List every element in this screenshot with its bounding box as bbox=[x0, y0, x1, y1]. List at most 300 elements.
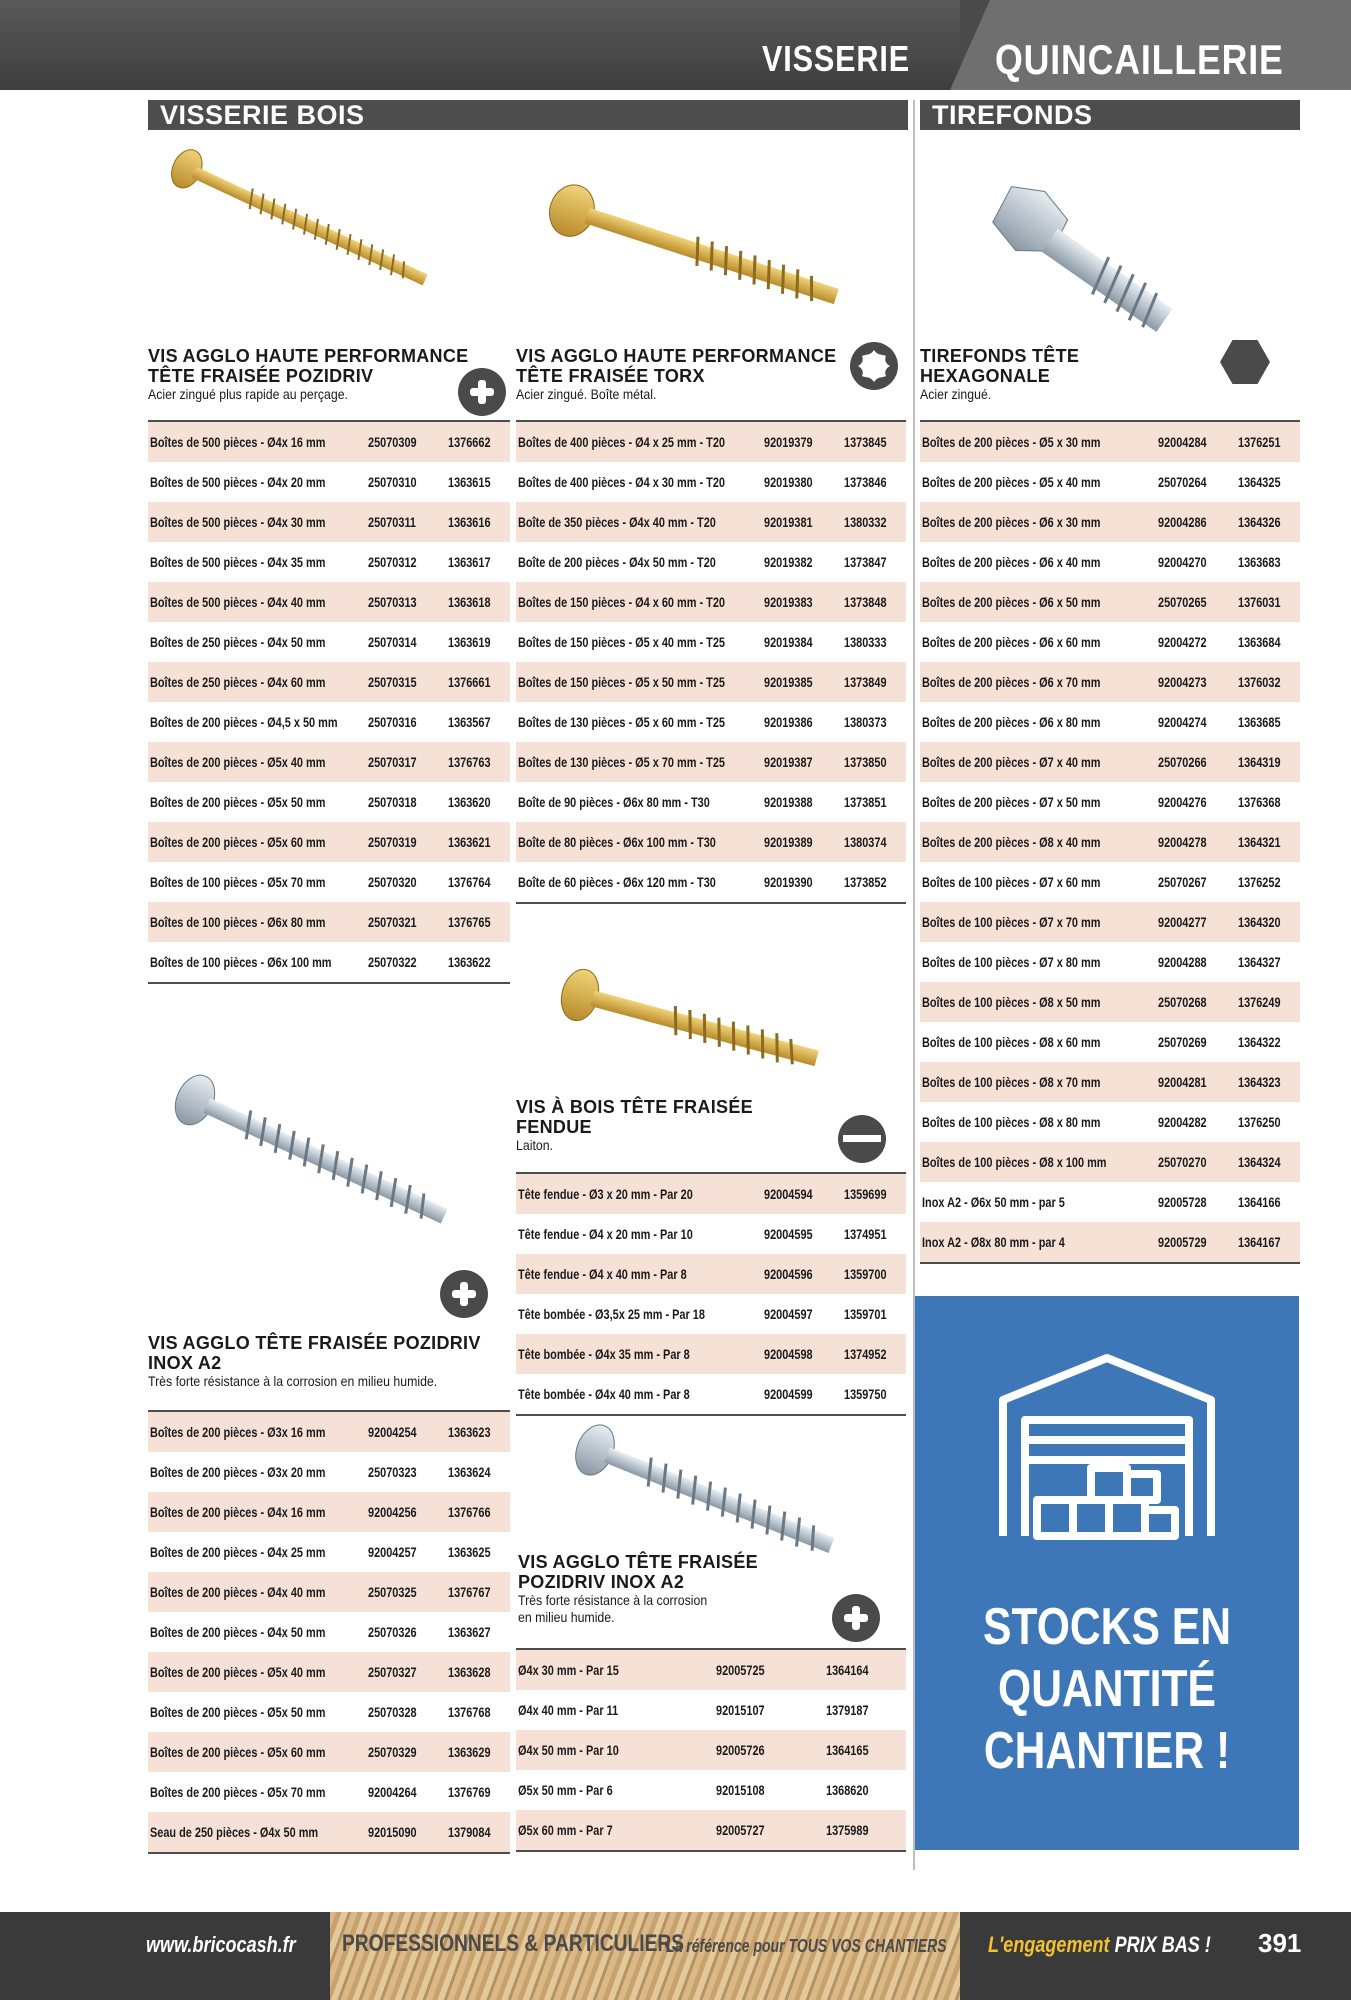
item-code: 1376765 bbox=[448, 914, 491, 930]
item-description: Boîtes de 200 pièces - Ø4,5 x 50 mm bbox=[150, 714, 338, 730]
warehouse-icon bbox=[995, 1350, 1219, 1540]
item-description: Tête fendue - Ø4 x 40 mm - Par 8 bbox=[518, 1266, 687, 1282]
footer-tagline-reference: La référence pour TOUS VOS CHANTIERS bbox=[666, 1936, 947, 1956]
table-row bbox=[920, 902, 1300, 942]
item-code: 1376251 bbox=[1238, 434, 1281, 450]
item-code: 1376662 bbox=[448, 434, 491, 450]
item-code: 1364167 bbox=[1238, 1234, 1281, 1250]
table-row bbox=[148, 1692, 510, 1732]
product-title: TIREFONDS TÊTE HEXAGONALE bbox=[920, 346, 1080, 386]
plus-icon bbox=[458, 368, 506, 416]
item-code: 1376764 bbox=[448, 874, 491, 890]
table-row bbox=[516, 742, 906, 782]
item-ref: 25070328 bbox=[368, 1704, 417, 1720]
item-description: Boîtes de 200 pièces - Ø5x 60 mm bbox=[150, 1744, 326, 1760]
item-code: 1363684 bbox=[1238, 634, 1281, 650]
item-code: 1374952 bbox=[844, 1346, 887, 1362]
table-row bbox=[516, 1374, 906, 1414]
product-table-tirefonds bbox=[920, 420, 1300, 1264]
item-description: Boîtes de 130 pièces - Ø5 x 70 mm - T25 bbox=[518, 754, 725, 770]
item-ref: 25070321 bbox=[368, 914, 417, 930]
table-row bbox=[148, 902, 510, 942]
header-category-visserie: VISSERIE bbox=[762, 38, 910, 79]
item-description: Boîte de 350 pièces - Ø4x 40 mm - T20 bbox=[518, 514, 716, 530]
item-description: Boîtes de 200 pièces - Ø3x 20 mm bbox=[150, 1464, 326, 1480]
table-row bbox=[148, 742, 510, 782]
item-description: Ø4x 30 mm - Par 15 bbox=[518, 1662, 619, 1678]
item-code: 1363629 bbox=[448, 1744, 491, 1760]
item-ref: 25070325 bbox=[368, 1584, 417, 1600]
table-row bbox=[516, 822, 906, 862]
table-row bbox=[516, 542, 906, 582]
item-ref: 92004257 bbox=[368, 1544, 417, 1560]
table-row bbox=[148, 702, 510, 742]
item-description: Tête bombée - Ø4x 40 mm - Par 8 bbox=[518, 1386, 690, 1402]
item-code: 1364326 bbox=[1238, 514, 1281, 530]
item-ref: 92019380 bbox=[764, 474, 813, 490]
table-row bbox=[148, 1772, 510, 1812]
table-row bbox=[516, 1730, 906, 1770]
item-ref: 92004256 bbox=[368, 1504, 417, 1520]
item-ref: 92015090 bbox=[368, 1824, 417, 1840]
table-row bbox=[516, 1174, 906, 1214]
table-row bbox=[920, 1182, 1300, 1222]
table-row bbox=[920, 662, 1300, 702]
item-code: 1373849 bbox=[844, 674, 887, 690]
item-code: 1380374 bbox=[844, 834, 887, 850]
product-title: VIS AGGLO HAUTE PERFORMANCE TÊTE FRAISÉE TORX bbox=[516, 346, 837, 386]
item-code: 1376661 bbox=[448, 674, 491, 690]
item-description: Boîtes de 500 pièces - Ø4x 20 mm bbox=[150, 474, 326, 490]
item-ref: 92019381 bbox=[764, 514, 813, 530]
item-description: Seau de 250 pièces - Ø4x 50 mm bbox=[150, 1824, 319, 1840]
table-row bbox=[920, 862, 1300, 902]
product-table-agglo-pozidriv-inox bbox=[148, 1410, 510, 1854]
item-ref: 92005727 bbox=[716, 1822, 765, 1838]
item-code: 1359750 bbox=[844, 1386, 887, 1402]
item-code: 1363628 bbox=[448, 1664, 491, 1680]
item-code: 1359699 bbox=[844, 1186, 887, 1202]
item-ref: 92019384 bbox=[764, 634, 813, 650]
table-row bbox=[516, 782, 906, 822]
item-code: 1363618 bbox=[448, 594, 491, 610]
table-row bbox=[516, 1810, 906, 1850]
table-row bbox=[148, 582, 510, 622]
table-row bbox=[516, 1334, 906, 1374]
item-description: Boîtes de 150 pièces - Ø4 x 60 mm - T20 bbox=[518, 594, 725, 610]
item-description: Boîtes de 500 pièces - Ø4x 40 mm bbox=[150, 594, 326, 610]
item-ref: 25070317 bbox=[368, 754, 417, 770]
item-ref: 92019388 bbox=[764, 794, 813, 810]
item-ref: 92005728 bbox=[1158, 1194, 1207, 1210]
item-code: 1363625 bbox=[448, 1544, 491, 1560]
item-code: 1376031 bbox=[1238, 594, 1281, 610]
item-description: Boîtes de 200 pièces - Ø5x 40 mm bbox=[150, 754, 326, 770]
table-row bbox=[516, 622, 906, 662]
item-code: 1363619 bbox=[448, 634, 491, 650]
table-row bbox=[148, 1652, 510, 1692]
product-subtitle: Acier zingué. bbox=[920, 386, 992, 402]
item-ref: 25070322 bbox=[368, 954, 417, 970]
item-description: Boîtes de 100 pièces - Ø8 x 80 mm bbox=[922, 1114, 1101, 1130]
item-ref: 92004284 bbox=[1158, 434, 1207, 450]
item-ref: 25070266 bbox=[1158, 754, 1207, 770]
item-ref: 92004594 bbox=[764, 1186, 813, 1202]
item-code: 1363622 bbox=[448, 954, 491, 970]
item-code: 1375989 bbox=[826, 1822, 869, 1838]
product-title: VIS AGGLO TÊTE FRAISÉE POZIDRIV INOX A2 bbox=[518, 1552, 758, 1592]
item-description: Ø5x 50 mm - Par 6 bbox=[518, 1782, 613, 1798]
table-row bbox=[148, 422, 510, 462]
item-ref: 25070270 bbox=[1158, 1154, 1207, 1170]
table-row bbox=[148, 782, 510, 822]
item-code: 1380332 bbox=[844, 514, 887, 530]
item-description: Ø4x 40 mm - Par 11 bbox=[518, 1702, 619, 1718]
page-number: 391 bbox=[1258, 1928, 1302, 1958]
table-row bbox=[148, 1492, 510, 1532]
item-description: Boîte de 60 pièces - Ø6x 120 mm - T30 bbox=[518, 874, 716, 890]
item-description: Boîtes de 100 pièces - Ø7 x 70 mm bbox=[922, 914, 1101, 930]
item-description: Boîtes de 100 pièces - Ø8 x 70 mm bbox=[922, 1074, 1101, 1090]
item-ref: 25070311 bbox=[368, 514, 416, 530]
item-description: Boîtes de 150 pièces - Ø5 x 50 mm - T25 bbox=[518, 674, 725, 690]
table-row bbox=[920, 582, 1300, 622]
table-row bbox=[148, 622, 510, 662]
item-description: Boîtes de 200 pièces - Ø4x 50 mm bbox=[150, 1624, 326, 1640]
product-heading-agglo-pozidriv-inox bbox=[148, 1333, 510, 1390]
item-code: 1363567 bbox=[448, 714, 491, 730]
item-description: Boîtes de 200 pièces - Ø5x 60 mm bbox=[150, 834, 326, 850]
item-ref: 92004270 bbox=[1158, 554, 1207, 570]
item-ref: 92019387 bbox=[764, 754, 813, 770]
item-ref: 92019379 bbox=[764, 434, 813, 450]
section-title-tirefonds: TIREFONDS bbox=[920, 100, 1300, 130]
item-ref: 25070310 bbox=[368, 474, 417, 490]
product-image-tirefond bbox=[980, 185, 1210, 360]
item-description: Boîtes de 200 pièces - Ø6 x 40 mm bbox=[922, 554, 1101, 570]
item-description: Boîtes de 200 pièces - Ø3x 16 mm bbox=[150, 1424, 326, 1440]
table-row bbox=[148, 1412, 510, 1452]
item-description: Boîte de 90 pièces - Ø6x 80 mm - T30 bbox=[518, 794, 710, 810]
table-row bbox=[148, 542, 510, 582]
product-heading-laiton bbox=[516, 1097, 816, 1154]
table-row bbox=[148, 822, 510, 862]
plus-icon bbox=[440, 1270, 488, 1318]
table-row bbox=[920, 422, 1300, 462]
plus-icon bbox=[832, 1594, 880, 1642]
stock-text: STOCKS EN QUANTITÉ CHANTIER ! bbox=[983, 1598, 1231, 1780]
table-row bbox=[148, 1572, 510, 1612]
item-description: Boîtes de 200 pièces - Ø6 x 80 mm bbox=[922, 714, 1101, 730]
table-row bbox=[920, 1062, 1300, 1102]
product-subtitle: Très forte résistance à la corrosion en milieu humide. bbox=[518, 1592, 708, 1625]
item-ref: 92004272 bbox=[1158, 634, 1207, 650]
table-row bbox=[920, 702, 1300, 742]
item-code: 1379187 bbox=[826, 1702, 869, 1718]
table-row bbox=[516, 662, 906, 702]
product-table-agglo-torx bbox=[516, 420, 906, 904]
item-description: Boîtes de 200 pièces - Ø5 x 30 mm bbox=[922, 434, 1101, 450]
table-row bbox=[148, 1612, 510, 1652]
table-row bbox=[516, 582, 906, 622]
table-row bbox=[148, 1452, 510, 1492]
product-heading-tirefonds bbox=[920, 346, 1180, 403]
item-ref: 92019389 bbox=[764, 834, 813, 850]
product-image-pozidriv-inox-2 bbox=[570, 1420, 870, 1570]
item-description: Boîtes de 200 pièces - Ø4x 25 mm bbox=[150, 1544, 326, 1560]
item-ref: 92004595 bbox=[764, 1226, 813, 1242]
item-code: 1376032 bbox=[1238, 674, 1281, 690]
product-subtitle: Très forte résistance à la corrosion en milieu humide. bbox=[148, 1373, 438, 1389]
item-code: 1364319 bbox=[1238, 754, 1281, 770]
item-code: 1376763 bbox=[448, 754, 491, 770]
item-code: 1376767 bbox=[448, 1584, 491, 1600]
item-description: Boîtes de 400 pièces - Ø4 x 30 mm - T20 bbox=[518, 474, 725, 490]
product-title: VIS À BOIS TÊTE FRAISÉE FENDUE bbox=[516, 1097, 753, 1137]
table-row bbox=[148, 502, 510, 542]
item-code: 1379084 bbox=[448, 1824, 491, 1840]
item-code: 1364165 bbox=[826, 1742, 869, 1758]
item-code: 1373850 bbox=[844, 754, 887, 770]
item-ref: 25070320 bbox=[368, 874, 417, 890]
table-row bbox=[920, 782, 1300, 822]
item-description: Tête bombée - Ø3,5x 25 mm - Par 18 bbox=[518, 1306, 705, 1322]
item-code: 1380373 bbox=[844, 714, 887, 730]
table-row bbox=[920, 1102, 1300, 1142]
item-ref: 25070269 bbox=[1158, 1034, 1207, 1050]
item-ref: 92005726 bbox=[716, 1742, 765, 1758]
item-code: 1376768 bbox=[448, 1704, 491, 1720]
item-code: 1373852 bbox=[844, 874, 887, 890]
item-code: 1364327 bbox=[1238, 954, 1281, 970]
item-code: 1368620 bbox=[826, 1782, 869, 1798]
product-image-pozidriv-inox-1 bbox=[170, 1070, 490, 1230]
table-row bbox=[920, 982, 1300, 1022]
item-ref: 92005729 bbox=[1158, 1234, 1207, 1250]
item-ref: 92004597 bbox=[764, 1306, 813, 1322]
item-code: 1363623 bbox=[448, 1424, 491, 1440]
item-description: Boîtes de 200 pièces - Ø6 x 60 mm bbox=[922, 634, 1101, 650]
item-code: 1364325 bbox=[1238, 474, 1281, 490]
item-description: Boîtes de 250 pièces - Ø4x 60 mm bbox=[150, 674, 326, 690]
footer-website-link[interactable]: www.bricocash.fr bbox=[146, 1932, 296, 1957]
table-row bbox=[516, 862, 906, 902]
product-image-torx-gold bbox=[540, 180, 860, 320]
item-description: Boîtes de 200 pièces - Ø7 x 50 mm bbox=[922, 794, 1101, 810]
item-description: Ø5x 60 mm - Par 7 bbox=[518, 1822, 613, 1838]
item-ref: 92004254 bbox=[368, 1424, 417, 1440]
product-subtitle: Acier zingué. Boîte métal. bbox=[516, 386, 657, 402]
item-ref: 92004277 bbox=[1158, 914, 1207, 930]
item-ref: 92004278 bbox=[1158, 834, 1207, 850]
table-row bbox=[920, 1022, 1300, 1062]
item-description: Boîtes de 200 pièces - Ø4x 40 mm bbox=[150, 1584, 326, 1600]
product-subtitle: Laiton. bbox=[516, 1137, 554, 1153]
item-description: Boîte de 80 pièces - Ø6x 100 mm - T30 bbox=[518, 834, 716, 850]
item-description: Boîtes de 100 pièces - Ø8 x 100 mm bbox=[922, 1154, 1107, 1170]
item-description: Boîtes de 200 pièces - Ø8 x 40 mm bbox=[922, 834, 1101, 850]
item-ref: 25070267 bbox=[1158, 874, 1207, 890]
table-row bbox=[148, 1812, 510, 1852]
engagement-emphasis: PRIX BAS ! bbox=[1114, 1932, 1211, 1957]
slotted-icon bbox=[838, 1115, 886, 1163]
item-ref: 25070313 bbox=[368, 594, 417, 610]
table-row bbox=[920, 1222, 1300, 1262]
table-row bbox=[920, 622, 1300, 662]
item-ref: 92019386 bbox=[764, 714, 813, 730]
item-code: 1373846 bbox=[844, 474, 887, 490]
engagement-text: L'engagement bbox=[988, 1932, 1115, 1957]
item-code: 1376368 bbox=[1238, 794, 1281, 810]
item-ref: 92019385 bbox=[764, 674, 813, 690]
item-code: 1364320 bbox=[1238, 914, 1281, 930]
item-ref: 92004273 bbox=[1158, 674, 1207, 690]
item-description: Boîtes de 100 pièces - Ø7 x 60 mm bbox=[922, 874, 1101, 890]
item-code: 1363683 bbox=[1238, 554, 1281, 570]
item-ref: 92004596 bbox=[764, 1266, 813, 1282]
item-code: 1364323 bbox=[1238, 1074, 1281, 1090]
table-row bbox=[920, 462, 1300, 502]
item-code: 1376252 bbox=[1238, 874, 1281, 890]
item-ref: 92004288 bbox=[1158, 954, 1207, 970]
product-image-laiton bbox=[555, 965, 835, 1075]
item-ref: 25070329 bbox=[368, 1744, 417, 1760]
item-description: Boîtes de 200 pièces - Ø5x 50 mm bbox=[150, 1704, 326, 1720]
table-row bbox=[920, 1142, 1300, 1182]
item-ref: 92004282 bbox=[1158, 1114, 1207, 1130]
product-title: VIS AGGLO TÊTE FRAISÉE POZIDRIV INOX A2 bbox=[148, 1333, 481, 1373]
item-description: Boîtes de 500 pièces - Ø4x 30 mm bbox=[150, 514, 326, 530]
item-description: Boîtes de 100 pièces - Ø7 x 80 mm bbox=[922, 954, 1101, 970]
item-description: Boîtes de 100 pièces - Ø5x 70 mm bbox=[150, 874, 326, 890]
table-row bbox=[148, 862, 510, 902]
table-row bbox=[516, 1770, 906, 1810]
item-description: Boîtes de 250 pièces - Ø4x 50 mm bbox=[150, 634, 326, 650]
table-row bbox=[516, 1214, 906, 1254]
item-code: 1363624 bbox=[448, 1464, 491, 1480]
item-ref: 25070326 bbox=[368, 1624, 417, 1640]
table-row bbox=[920, 822, 1300, 862]
item-ref: 25070327 bbox=[368, 1664, 417, 1680]
table-row bbox=[516, 462, 906, 502]
item-ref: 25070315 bbox=[368, 674, 417, 690]
item-ref: 92004274 bbox=[1158, 714, 1207, 730]
item-description: Boîtes de 500 pièces - Ø4x 16 mm bbox=[150, 434, 326, 450]
item-description: Boîtes de 130 pièces - Ø5 x 60 mm - T25 bbox=[518, 714, 725, 730]
item-description: Ø4x 50 mm - Par 10 bbox=[518, 1742, 619, 1758]
item-ref: 92004286 bbox=[1158, 514, 1207, 530]
product-table-agglo-pozidriv-inox-2 bbox=[516, 1648, 906, 1852]
table-row bbox=[516, 1294, 906, 1334]
table-row bbox=[148, 662, 510, 702]
item-ref: 92004599 bbox=[764, 1386, 813, 1402]
product-heading-agglo-torx bbox=[516, 346, 856, 403]
item-ref: 92015107 bbox=[716, 1702, 765, 1718]
item-ref: 92019390 bbox=[764, 874, 813, 890]
table-row bbox=[516, 1254, 906, 1294]
item-ref: 25070309 bbox=[368, 434, 417, 450]
item-code: 1359700 bbox=[844, 1266, 887, 1282]
item-description: Boîtes de 200 pièces - Ø6 x 30 mm bbox=[922, 514, 1101, 530]
item-description: Inox A2 - Ø6x 50 mm - par 5 bbox=[922, 1194, 1065, 1210]
item-description: Boîtes de 200 pièces - Ø5x 40 mm bbox=[150, 1664, 326, 1680]
table-row bbox=[920, 502, 1300, 542]
item-code: 1363615 bbox=[448, 474, 491, 490]
item-code: 1363685 bbox=[1238, 714, 1281, 730]
item-ref: 92019382 bbox=[764, 554, 813, 570]
stock-banner bbox=[915, 1296, 1299, 1850]
item-ref: 25070264 bbox=[1158, 474, 1207, 490]
item-description: Boîtes de 200 pièces - Ø5x 50 mm bbox=[150, 794, 326, 810]
item-description: Tête bombée - Ø4x 35 mm - Par 8 bbox=[518, 1346, 690, 1362]
product-table-agglo-pozidriv bbox=[148, 420, 510, 984]
item-description: Boîtes de 100 pièces - Ø8 x 60 mm bbox=[922, 1034, 1101, 1050]
item-ref: 25070323 bbox=[368, 1464, 417, 1480]
item-code: 1376250 bbox=[1238, 1114, 1281, 1130]
product-table-laiton bbox=[516, 1172, 906, 1416]
item-ref: 25070312 bbox=[368, 554, 417, 570]
item-ref: 25070314 bbox=[368, 634, 417, 650]
item-code: 1364324 bbox=[1238, 1154, 1281, 1170]
item-code: 1363620 bbox=[448, 794, 491, 810]
item-code: 1364164 bbox=[826, 1662, 869, 1678]
item-ref: 92005725 bbox=[716, 1662, 765, 1678]
table-row bbox=[148, 1532, 510, 1572]
item-description: Boîtes de 400 pièces - Ø4 x 25 mm - T20 bbox=[518, 434, 725, 450]
item-code: 1373848 bbox=[844, 594, 887, 610]
item-description: Boîtes de 200 pièces - Ø7 x 40 mm bbox=[922, 754, 1101, 770]
item-description: Boîtes de 200 pièces - Ø5 x 40 mm bbox=[922, 474, 1101, 490]
item-code: 1364321 bbox=[1238, 834, 1281, 850]
item-description: Boîte de 200 pièces - Ø4x 50 mm - T20 bbox=[518, 554, 716, 570]
product-heading-agglo-pozidriv-inox-2 bbox=[518, 1552, 818, 1626]
item-description: Inox A2 - Ø8x 80 mm - par 4 bbox=[922, 1234, 1065, 1250]
item-code: 1374951 bbox=[844, 1226, 887, 1242]
item-description: Boîtes de 200 pièces - Ø6 x 50 mm bbox=[922, 594, 1101, 610]
item-description: Boîtes de 100 pièces - Ø6x 80 mm bbox=[150, 914, 326, 930]
item-code: 1376249 bbox=[1238, 994, 1281, 1010]
section-title-visserie-bois: VISSERIE BOIS bbox=[148, 100, 908, 130]
item-ref: 92015108 bbox=[716, 1782, 765, 1798]
table-row bbox=[516, 1650, 906, 1690]
item-ref: 92004598 bbox=[764, 1346, 813, 1362]
header-category-quincaillerie: QUINCAILLERIE bbox=[995, 36, 1284, 83]
item-code: 1373845 bbox=[844, 434, 887, 450]
table-row bbox=[148, 942, 510, 982]
item-ref: 25070319 bbox=[368, 834, 417, 850]
item-ref: 92004281 bbox=[1158, 1074, 1207, 1090]
item-code: 1376766 bbox=[448, 1504, 491, 1520]
item-code: 1363621 bbox=[448, 834, 491, 850]
table-row bbox=[516, 1690, 906, 1730]
item-ref: 92004264 bbox=[368, 1784, 417, 1800]
item-code: 1363627 bbox=[448, 1624, 491, 1640]
item-description: Boîtes de 150 pièces - Ø5 x 40 mm - T25 bbox=[518, 634, 725, 650]
hexagon-icon bbox=[1220, 340, 1270, 384]
table-row bbox=[516, 502, 906, 542]
item-code: 1373851 bbox=[844, 794, 887, 810]
item-ref: 25070318 bbox=[368, 794, 417, 810]
table-row bbox=[148, 462, 510, 502]
item-code: 1363616 bbox=[448, 514, 491, 530]
item-code: 1373847 bbox=[844, 554, 887, 570]
item-description: Boîtes de 200 pièces - Ø4x 16 mm bbox=[150, 1504, 326, 1520]
product-image-pozidriv-gold bbox=[165, 138, 465, 288]
item-description: Boîtes de 200 pièces - Ø5x 70 mm bbox=[150, 1784, 326, 1800]
product-heading-agglo-pozidriv bbox=[148, 346, 478, 403]
product-subtitle: Acier zingué plus rapide au perçage. bbox=[148, 386, 348, 402]
item-description: Boîtes de 200 pièces - Ø6 x 70 mm bbox=[922, 674, 1101, 690]
